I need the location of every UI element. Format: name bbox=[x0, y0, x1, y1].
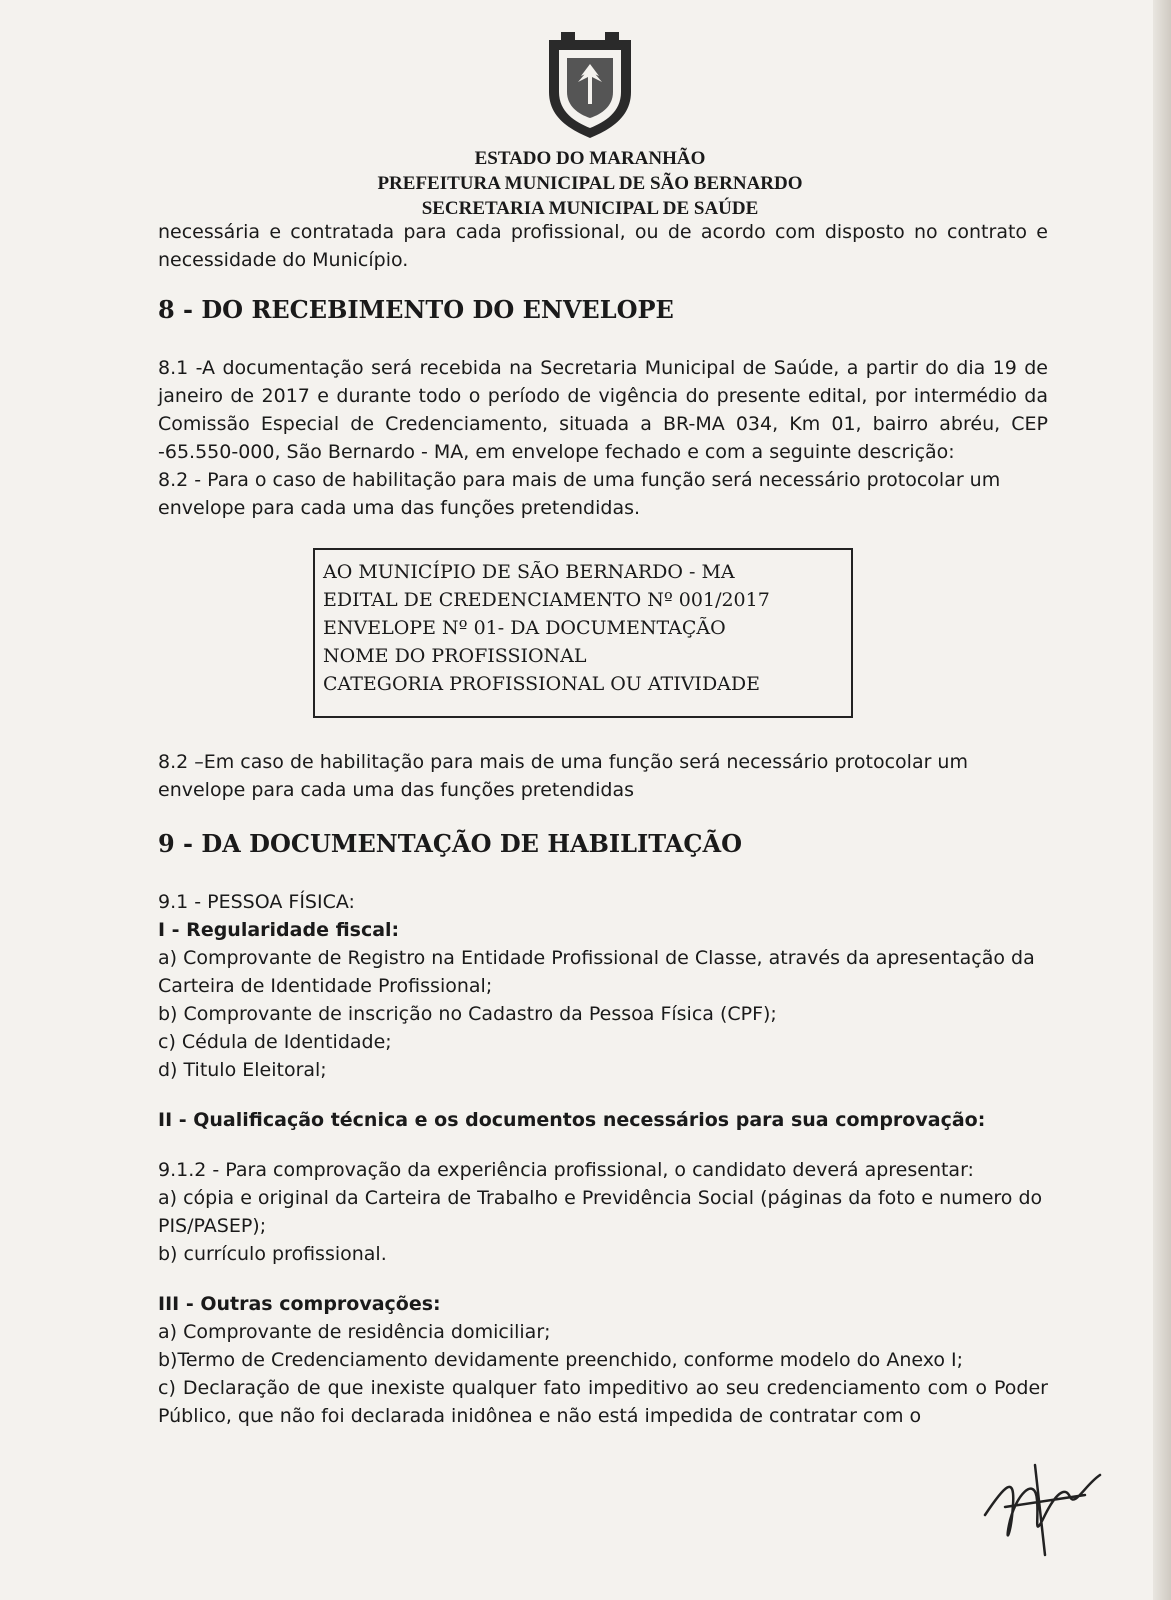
envelope-line: CATEGORIA PROFISSIONAL OU ATIVIDADE bbox=[323, 673, 760, 695]
list-item: b) currículo profissional. bbox=[158, 1243, 387, 1265]
list-item: b)Termo de Credenciamento devidamente preenchido, conforme modelo do Anexo I; bbox=[158, 1349, 964, 1371]
intro-paragraph: necessária e contratada para cada profissional, ou de acordo com disposto no contrato e necessidade do Município. bbox=[158, 221, 1048, 271]
header-prefecture: PREFEITURA MUNICIPAL DE SÃO BERNARDO bbox=[377, 173, 803, 194]
section-8-2-paragraph: 8.2 - Para o caso de habilitação para mais de uma função será necessário protocolar um envelope para cada uma das funções pretendidas. bbox=[158, 469, 1001, 519]
list-item: a) Comprovante de residência domiciliar; bbox=[158, 1321, 551, 1343]
document-body bbox=[158, 218, 1048, 1430]
list-item: c) Cédula de Identidade; bbox=[158, 1031, 392, 1053]
section-8-1-paragraph: 8.1 -A documentação será recebida na Secretaria Municipal de Saúde, a partir do dia 19 de janeiro de 2017 e durante todo o período de vigência do presente edital, por intermédio da Comissão Especial de Credenciamento, situada a BR-MA 034, Km 01, bairro abréu, CEP -65.550-000, São Bernardo - MA, em envelope fechado e com a seguinte descrição: bbox=[158, 357, 1048, 463]
municipal-crest-icon bbox=[545, 30, 635, 140]
signature-icon bbox=[975, 1445, 1115, 1565]
header-state: ESTADO DO MARANHÃO bbox=[474, 148, 706, 169]
list-item: c) Declaração de que inexiste qualquer fato impeditivo ao seu credenciamento com o Poder Público, que não foi declarada inidônea e não está impedida de contratar com o bbox=[158, 1377, 1048, 1427]
outras-comprovacoes-heading: III - Outras comprovações: bbox=[158, 1293, 441, 1315]
section-9-1-2-paragraph: 9.1.2 - Para comprovação da experiência profissional, o candidato deverá apresentar: bbox=[158, 1159, 974, 1181]
section-9-1-heading: 9.1 - PESSOA FÍSICA: bbox=[158, 891, 355, 913]
list-item: d) Titulo Eleitoral; bbox=[158, 1059, 327, 1081]
section-8-title: 8 - DO RECEBIMENTO DO ENVELOPE bbox=[158, 295, 674, 324]
section-9-title: 9 - DA DOCUMENTAÇÃO DE HABILITAÇÃO bbox=[158, 829, 743, 858]
list-item: a) Comprovante de Registro na Entidade Profissional de Classe, através da apresentação da Carteira de Identidade Profissional; bbox=[158, 947, 1035, 997]
list-item: a) cópia e original da Carteira de Trabalho e Previdência Social (páginas da foto e numero do PIS/PASEP); bbox=[158, 1187, 1043, 1237]
qualificacao-tecnica-heading: II - Qualificação técnica e os documentos necessários para sua comprovação: bbox=[158, 1109, 986, 1131]
list-item: b) Comprovante de inscrição no Cadastro da Pessoa Física (CPF); bbox=[158, 1003, 777, 1025]
envelope-label-box bbox=[313, 548, 853, 718]
section-8-2-repeat-paragraph: 8.2 –Em caso de habilitação para mais de uma função será necessário protocolar um envelope para cada uma das funções pretendidas bbox=[158, 751, 968, 801]
letterhead bbox=[330, 146, 850, 221]
regularidade-fiscal-heading: I - Regularidade fiscal: bbox=[158, 919, 400, 941]
envelope-line: NOME DO PROFISSIONAL bbox=[323, 645, 587, 667]
envelope-line: EDITAL DE CREDENCIAMENTO Nº 001/2017 bbox=[323, 589, 770, 611]
envelope-line: ENVELOPE Nº 01- DA DOCUMENTAÇÃO bbox=[323, 617, 726, 639]
header-secretariat: SECRETARIA MUNICIPAL DE SAÚDE bbox=[421, 198, 759, 219]
envelope-line: AO MUNICÍPIO DE SÃO BERNARDO - MA bbox=[323, 561, 735, 583]
page-edge bbox=[1153, 0, 1171, 1600]
